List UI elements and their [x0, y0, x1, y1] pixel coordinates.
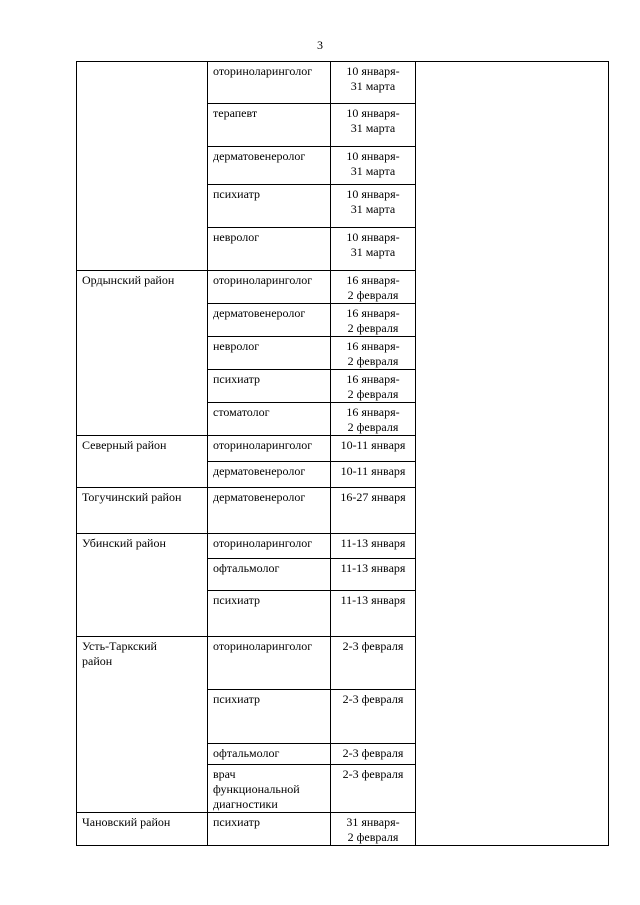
dates-cell: 11-13 января [331, 591, 416, 637]
specialist-cell: дерматовенеролог [208, 488, 331, 534]
dates-cell: 2-3 февраля [331, 765, 416, 813]
specialist-cell: психиатр [208, 813, 331, 846]
specialist-cell: оториноларинголог [208, 62, 331, 104]
page-number: 3 [317, 38, 323, 52]
dates-cell: 2-3 февраля [331, 637, 416, 690]
dates-cell: 11-13 января [331, 534, 416, 559]
dates-cell: 16 января- 2 февраля [331, 271, 416, 304]
schedule-table [76, 61, 609, 846]
specialist-cell: оториноларинголог [208, 637, 331, 690]
dates-cell: 2-3 февраля [331, 690, 416, 744]
dates-cell: 11-13 января [331, 559, 416, 591]
specialist-cell: невролог [208, 337, 331, 370]
specialist-cell: оториноларинголог [208, 436, 331, 462]
schedule-table-body [77, 62, 609, 846]
specialist-cell: врач функциональной диагностики [208, 765, 331, 813]
specialist-cell: офтальмолог [208, 744, 331, 765]
empty-column-cell [416, 62, 609, 846]
specialist-cell: психиатр [208, 185, 331, 228]
dates-cell: 10-11 января [331, 462, 416, 488]
dates-cell: 10-11 января [331, 436, 416, 462]
dates-cell: 10 января- 31 марта [331, 228, 416, 271]
specialist-cell: дерматовенеролог [208, 462, 331, 488]
district-cell: Тогучинский район [77, 488, 208, 534]
district-cell: Усть-Таркский район [77, 637, 208, 813]
specialist-cell: стоматолог [208, 403, 331, 436]
specialist-cell: дерматовенеролог [208, 304, 331, 337]
dates-cell: 2-3 февраля [331, 744, 416, 765]
dates-cell: 10 января- 31 марта [331, 104, 416, 147]
dates-cell: 16 января- 2 февраля [331, 337, 416, 370]
dates-cell: 10 января- 31 марта [331, 185, 416, 228]
district-cell: Убинский район [77, 534, 208, 637]
district-cell [77, 62, 208, 271]
table-row [77, 62, 609, 104]
specialist-cell: терапевт [208, 104, 331, 147]
dates-cell: 16-27 января [331, 488, 416, 534]
dates-cell: 31 января- 2 февраля [331, 813, 416, 846]
dates-cell: 10 января- 31 марта [331, 147, 416, 185]
dates-cell: 16 января- 2 февраля [331, 370, 416, 403]
specialist-cell: оториноларинголог [208, 271, 331, 304]
dates-cell: 16 января- 2 февраля [331, 304, 416, 337]
district-cell: Ордынский район [77, 271, 208, 436]
specialist-cell: психиатр [208, 690, 331, 744]
dates-cell: 10 января- 31 марта [331, 62, 416, 104]
dates-cell: 16 января- 2 февраля [331, 403, 416, 436]
specialist-cell: невролог [208, 228, 331, 271]
specialist-cell: офтальмолог [208, 559, 331, 591]
district-cell: Северный район [77, 436, 208, 488]
specialist-cell: оториноларинголог [208, 534, 331, 559]
district-cell: Чановский район [77, 813, 208, 846]
specialist-cell: дерматовенеролог [208, 147, 331, 185]
specialist-cell: психиатр [208, 370, 331, 403]
specialist-cell: психиатр [208, 591, 331, 637]
